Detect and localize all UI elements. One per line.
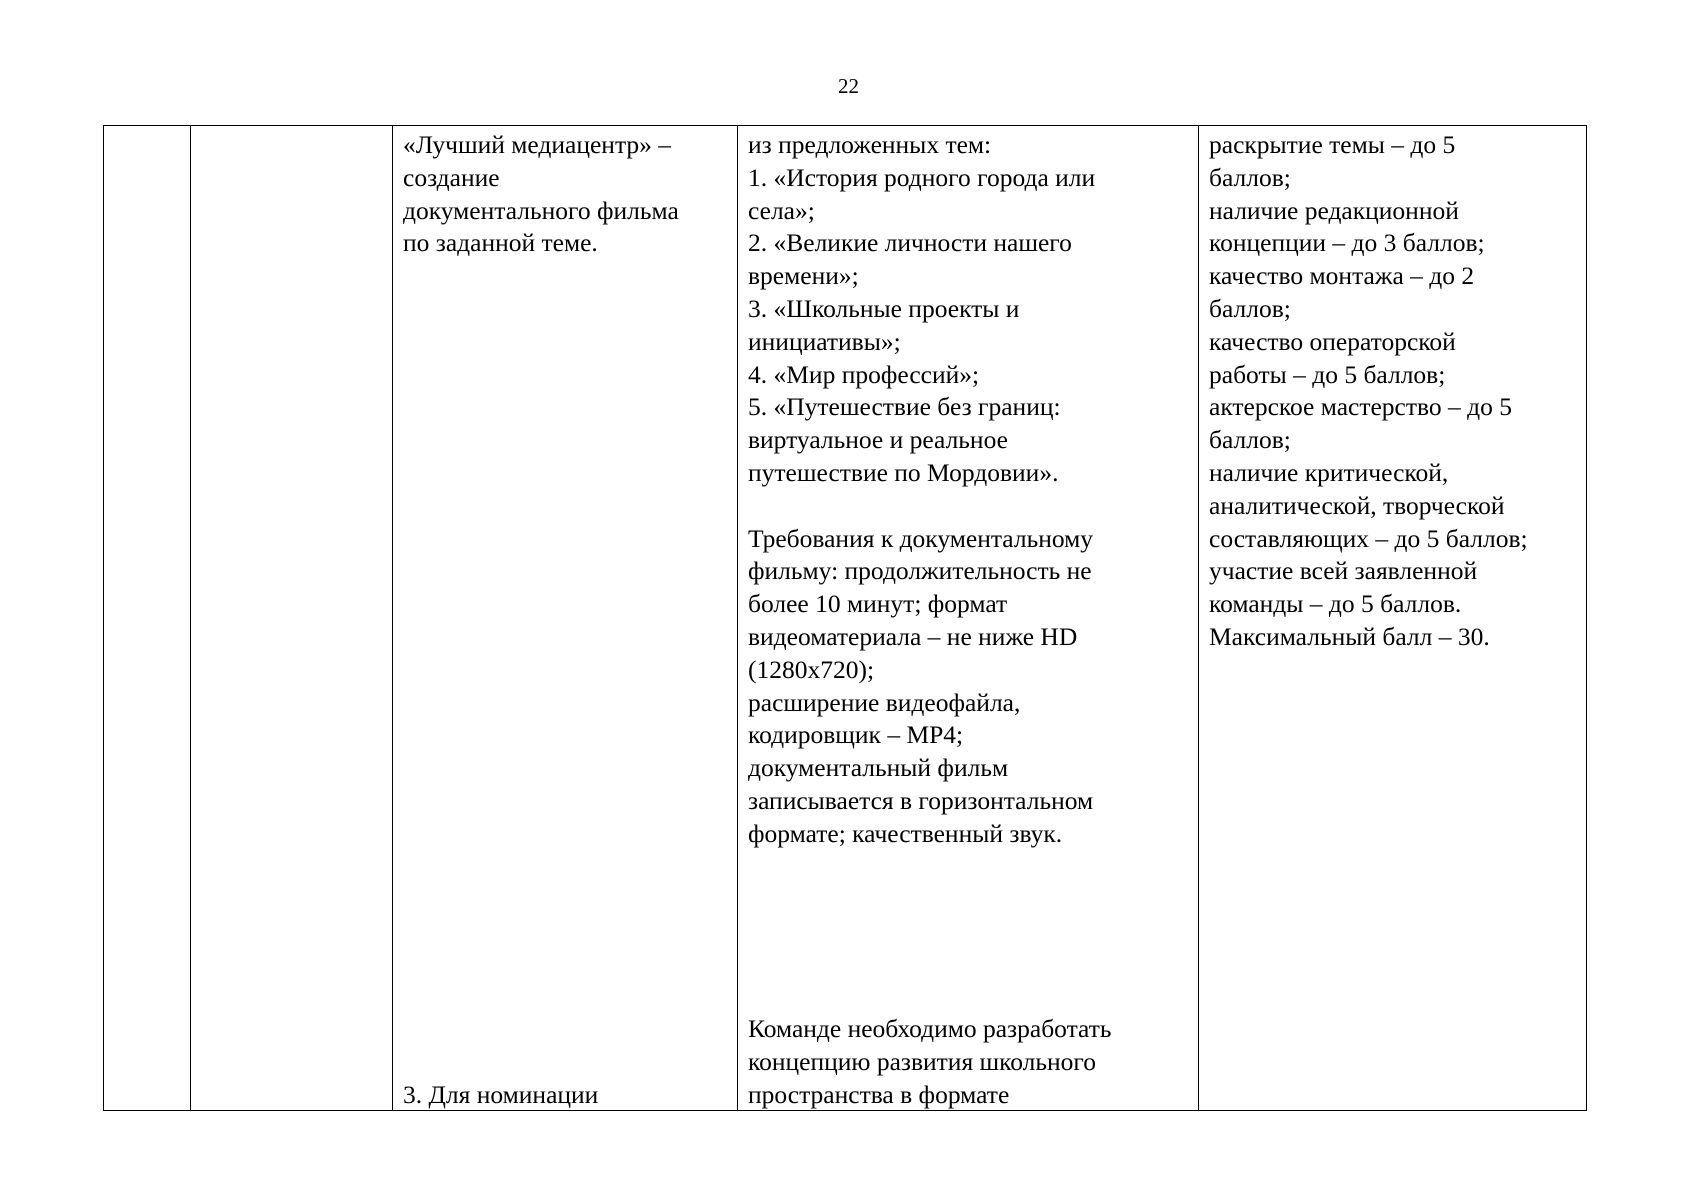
criteria-line: аналитической, творческой	[1209, 490, 1505, 520]
topics-block	[748, 129, 1192, 490]
criteria-table	[103, 125, 1587, 1111]
requirements-block	[748, 523, 1192, 851]
nomination-line: создание	[403, 162, 500, 192]
nomination-line: документального фильма	[403, 195, 679, 225]
criteria-line: наличие редакционной	[1209, 195, 1459, 225]
topics-line: 4. «Мир профессий»;	[748, 359, 980, 389]
next-task-block	[748, 1013, 1111, 1110]
requirements-line: видеоматериала – не ниже HD	[748, 621, 1078, 651]
next-nomination-line: 3. Для номинации	[403, 1080, 599, 1110]
criteria-line: команды – до 5 баллов.	[1209, 589, 1462, 619]
criteria-line: составляющих – до 5 баллов;	[1209, 523, 1528, 553]
criteria-line: баллов;	[1209, 293, 1291, 323]
criteria-line: актерское мастерство – до 5	[1209, 392, 1512, 422]
criteria-line: качество монтажа – до 2	[1209, 261, 1475, 291]
table-row	[104, 126, 1587, 1111]
next-task-line: пространства в формате	[748, 1079, 1010, 1109]
topics-line: 5. «Путешествие без границ:	[748, 392, 1061, 422]
nomination-line: по заданной теме.	[403, 228, 598, 258]
requirements-line: формате; качественный звук.	[748, 818, 1063, 848]
page-number: 22	[838, 74, 859, 98]
cell-category	[191, 126, 393, 1111]
topics-line: виртуальное и реальное	[748, 425, 1008, 455]
criteria-line: баллов;	[1209, 162, 1291, 192]
criteria-line: баллов;	[1209, 425, 1291, 455]
cell-number	[104, 126, 191, 1111]
cell-content	[738, 126, 1199, 1111]
requirements-line: расширение видеофайла,	[748, 687, 1021, 717]
paragraph-gap	[748, 490, 1192, 523]
criteria-line: Максимальный балл – 30.	[1209, 621, 1490, 651]
criteria-line: раскрытие темы – до 5	[1209, 130, 1456, 159]
requirements-line: кодировщик – MP4;	[748, 720, 964, 750]
requirements-line: документальный фильм	[748, 753, 1009, 783]
topics-line: из предложенных тем:	[748, 130, 992, 159]
criteria-line: участие всей заявленной	[1209, 556, 1478, 586]
topics-line: 2. «Великие личности нашего	[748, 228, 1072, 258]
requirements-line: записывается в горизонтальном	[748, 785, 1094, 815]
requirements-line: более 10 минут; формат	[748, 589, 1008, 619]
topics-line: 1. «История родного города или	[748, 162, 1096, 192]
topics-line: села»;	[748, 195, 815, 225]
topics-line: инициативы»;	[748, 326, 901, 356]
criteria-line: концепции – до 3 баллов;	[1209, 228, 1485, 258]
requirements-line: Требования к документальному	[748, 523, 1093, 553]
requirements-line: фильму: продолжительность не	[748, 556, 1092, 586]
requirements-line: (1280х720);	[748, 654, 875, 684]
cell-criteria	[1199, 126, 1587, 1111]
topics-line: 3. «Школьные проекты и	[748, 293, 1020, 323]
next-task-line: Команде необходимо разработать	[748, 1014, 1112, 1043]
topics-line: путешествие по Мордовии».	[748, 457, 1059, 487]
next-task-line: концепцию развития школьного	[748, 1046, 1097, 1076]
criteria-line: качество операторской	[1209, 326, 1456, 356]
criteria-line: наличие критической,	[1209, 457, 1449, 487]
cell-nomination	[393, 126, 738, 1111]
criteria-line: работы – до 5 баллов;	[1209, 359, 1446, 389]
nomination-line: «Лучший медиацентр» –	[403, 130, 672, 159]
topics-line: времени»;	[748, 261, 859, 291]
